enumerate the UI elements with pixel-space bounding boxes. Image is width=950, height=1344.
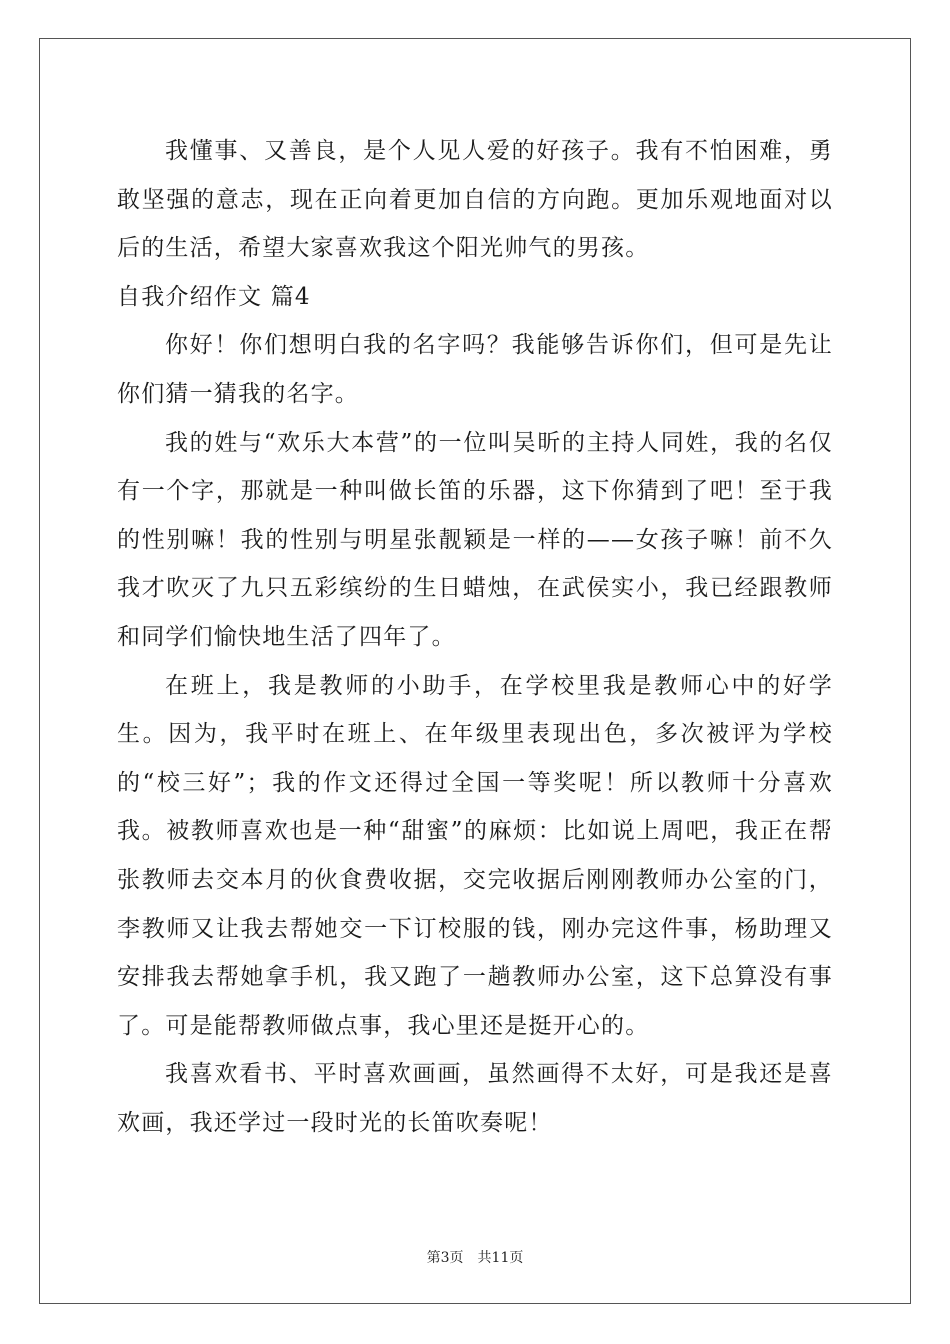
paragraph: 你好！你们想明白我的名字吗？我能够告诉你们，但可是先让你们猜一猜我的名字。 — [117, 332, 833, 407]
page-total: 共11页 — [477, 1250, 524, 1266]
page-footer — [0, 1247, 950, 1267]
page-number: 第3页 — [426, 1250, 464, 1266]
document-body — [117, 127, 833, 1147]
paragraph: 我的姓与“欢乐大本营”的一位叫吴昕的主持人同姓，我的名仅有一个字，那就是一种叫做长笛的乐器，这下你猜到了吧！至于我的性别嘛！我的性别与明星张靓颖是一样的——女孩子嘛！前不久我才吹灭了九只五彩缤纷的生日蜡烛，在武侯实小，我已经跟教师和同学们愉快地生活了四年了。 — [117, 429, 833, 650]
paragraph: 在班上，我是教师的小助手，在学校里我是教师心中的好学生。因为，我平时在班上、在年级里表现出色，多次被评为学校的“校三好”；我的作文还得过全国一等奖呢！所以教师十分喜欢我。被教师喜欢也是一种“甜蜜”的麻烦：比如说上周吧，我正在帮张教师去交本月的伙食费收据，交完收据后刚刚教师办公室的门，李教师又让我去帮她交一下订校服的钱，刚办完这件事，杨助理又安排我去帮她拿手机，我又跑了一趟教师办公室，这下总算没有事了。可是能帮教师做点事，我心里还是挺开心的。 — [117, 672, 833, 1039]
paragraph: 我喜欢看书、平时喜欢画画，虽然画得不太好，可是我还是喜欢画，我还学过一段时光的长笛吹奏呢！ — [117, 1061, 833, 1136]
paragraph: 我懂事、又善良，是个人见人爱的好孩子。我有不怕困难，勇敢坚强的意志，现在正向着更加自信的方向跑。更加乐观地面对以后的生活，希望大家喜欢我这个阳光帅气的男孩。 — [117, 138, 833, 262]
section-heading: 自我介绍作文 篇4 — [117, 283, 311, 310]
